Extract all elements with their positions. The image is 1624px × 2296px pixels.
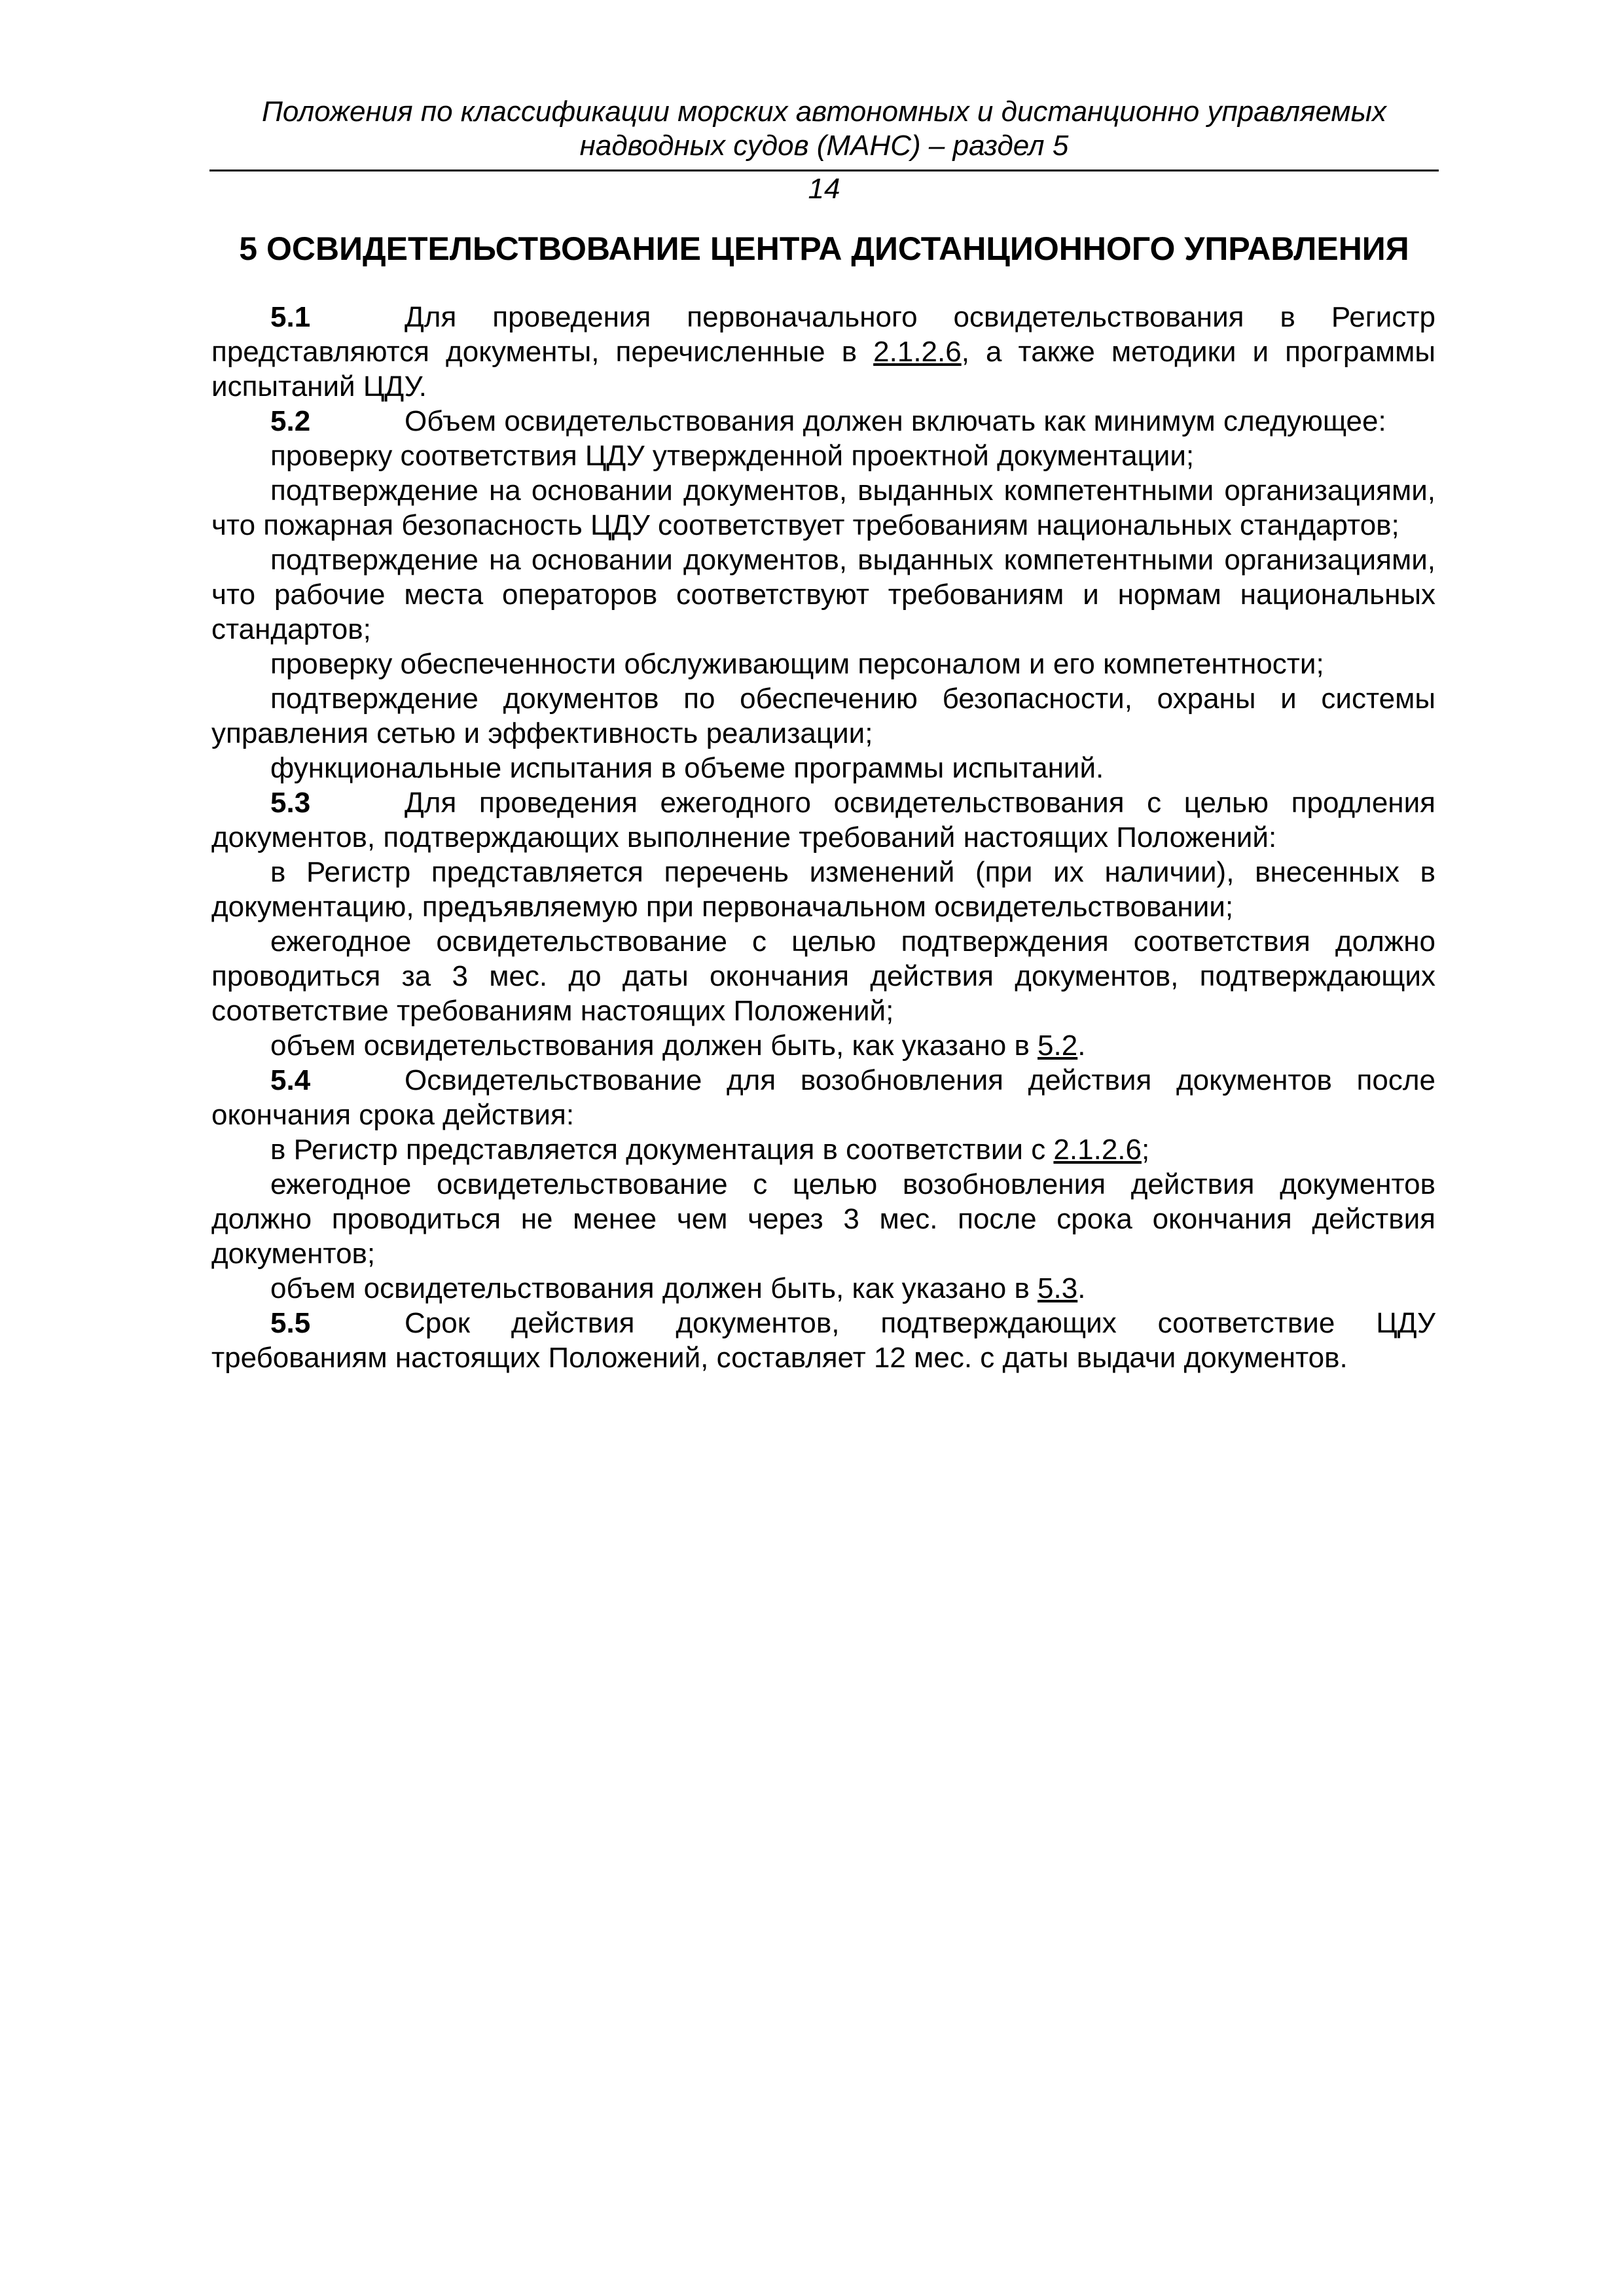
- list-item: в Регистр представляется перечень изменений (при их наличии), внесенных в документацию, предъявляемую при первоначальном освидетельствовании;: [211, 856, 1435, 923]
- cross-reference-link[interactable]: 5.3: [1038, 1272, 1078, 1304]
- header-divider: [209, 170, 1439, 171]
- clause-5-5: [211, 1306, 1435, 1375]
- cross-reference-link[interactable]: 2.1.2.6: [1053, 1134, 1142, 1166]
- header-line-1: Положения по классификации морских автономных и дистанционно управляемых: [262, 96, 1386, 128]
- item-text: ;: [1141, 1134, 1150, 1166]
- clause-number: 5.4: [270, 1064, 311, 1096]
- list-item: ежегодное освидетельствование с целью подтверждения соответствия должно проводиться за 3 мес. до даты окончания действия документов, подтверждающих соответствие требованиям настоящих Положений;: [211, 925, 1435, 1027]
- clause-text: Освидетельствование для возобновления действия документов после окончания срока действия:: [211, 1064, 1435, 1131]
- clause-number: 5.5: [270, 1307, 311, 1339]
- list-item: [211, 1028, 1435, 1063]
- list-item: ежегодное освидетельствование с целью возобновления действия документов должно проводиться не менее чем через 3 мес. после срока окончания действия документов;: [211, 1168, 1435, 1270]
- list-item: подтверждение на основании документов, выданных компетентными организациями, что пожарная безопасность ЦДУ соответствует требованиям национальных стандартов;: [211, 475, 1435, 541]
- clause-number: 5.2: [270, 405, 311, 437]
- running-header: [209, 95, 1439, 163]
- list-item: проверку обеспеченности обслуживающим персоналом и его компетентности;: [270, 648, 1324, 680]
- item-text: объем освидетельствования должен быть, как указано в: [270, 1272, 1038, 1304]
- header-line-2: надводных судов (МАНС) – раздел 5: [579, 130, 1069, 162]
- clause-text: Объем освидетельствования должен включать как минимум следующее:: [405, 405, 1386, 437]
- item-text: объем освидетельствования должен быть, как указано в: [270, 1030, 1038, 1062]
- list-item: функциональные испытания в объеме программы испытаний.: [270, 752, 1104, 784]
- list-item: подтверждение документов по обеспечению безопасности, охраны и системы управления сетью и эффективность реализации;: [211, 683, 1435, 749]
- section-body: [211, 300, 1435, 1375]
- clause-text: Для проведения ежегодного освидетельствования с целью продления документов, подтверждающих выполнение требований настоящих Положений:: [211, 787, 1435, 853]
- list-item: [211, 1271, 1435, 1306]
- cross-reference-link[interactable]: 2.1.2.6: [873, 336, 962, 368]
- clause-5-1: [211, 300, 1435, 404]
- clause-text: , а также методики и программы испытаний ЦДУ.: [211, 336, 1435, 403]
- clause-text: Срок действия документов, подтверждающих соответствие ЦДУ требованиям настоящих Положений, составляет 12 мес. с даты выдачи документов.: [211, 1307, 1435, 1374]
- clause-5-4: [211, 1063, 1435, 1132]
- item-text: .: [1077, 1030, 1086, 1062]
- page-number: 14: [808, 173, 840, 205]
- clause-text: Для проведения первоначального освидетельствования в Регистр представляются документы, перечисленные в: [211, 301, 1435, 368]
- clause-number: 5.3: [270, 787, 311, 819]
- clause-5-2: [211, 404, 1435, 439]
- list-item: подтверждение на основании документов, выданных компетентными организациями, что рабочие места операторов соответствуют требованиям и нормам национальных стандартов;: [211, 544, 1435, 645]
- clause-number: 5.1: [270, 301, 311, 333]
- section-title: 5 ОСВИДЕТЕЛЬСТВОВАНИЕ ЦЕНТРА ДИСТАНЦИОННОГО УПРАВЛЕНИЯ: [239, 230, 1409, 267]
- item-text: .: [1077, 1272, 1086, 1304]
- list-item: проверку соответствия ЦДУ утвержденной проектной документации;: [270, 440, 1195, 472]
- list-item: [211, 1132, 1435, 1167]
- clause-5-3: [211, 785, 1435, 855]
- item-text: в Регистр представляется документация в соответствии с: [270, 1134, 1054, 1166]
- cross-reference-link[interactable]: 5.2: [1038, 1030, 1078, 1062]
